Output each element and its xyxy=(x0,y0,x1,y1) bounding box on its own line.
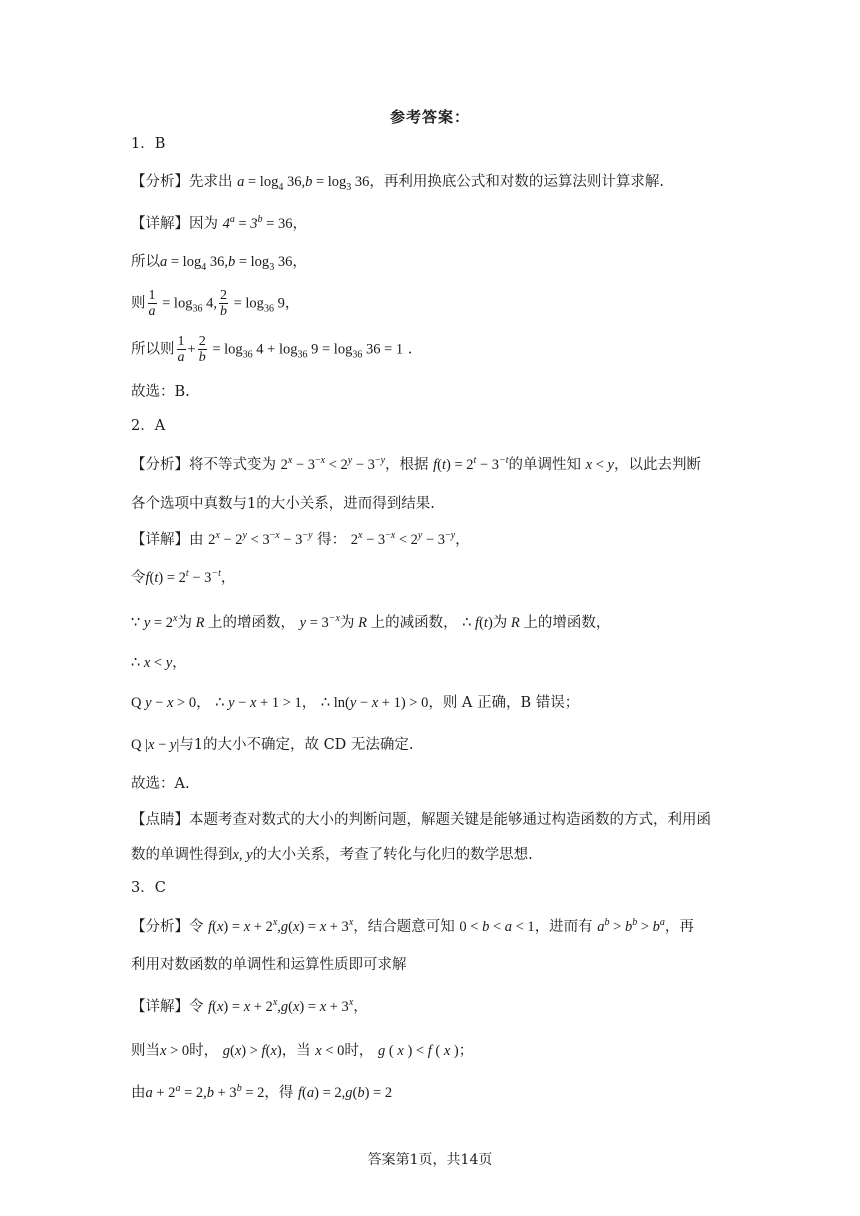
q2-comment-cont: 数的单调性得到x, y的大小关系，考查了转化与化归的数学思想. xyxy=(131,847,533,863)
q3-detail: 【详解】令 $f(x) = x + 2^x,g(x) = x + 3^x$， xyxy=(131,997,368,1015)
q2-detail: 【详解】由 $2^x - 2^y < 3^{-x} - 3^{-y}$ 得： $2^x - 3^{-x} < 2^y - 3^{-y}$， xyxy=(131,530,470,548)
q1-line3: 则 $\frac{1}{a}$ = $\log_{36} 4$, $\frac{2}{b}$ = $\log_{36} 9$， xyxy=(131,288,300,319)
q3-analysis: 【分析】令 $f(x) = x + 2^x,g(x) = x + 3^x$，结合题意可知 0 < b < a < 1，进而有 $a^b > b^b > b^a$，再 xyxy=(131,917,694,935)
q1-line4: 所以则 $\frac{1}{a}$ + $\frac{2}{b}$ = $\log_{36} 4 + \log_{36} 9 = \log_{36} 36 = 1$ . xyxy=(131,334,413,365)
q2-analysis: 【分析】将不等式变为 $2^x - 3^{-x} < 2^y - 3^{-y}$，根据 $f(t) = 2^t - 3^{-t}$的单调性知 x < y，以此去判断 xyxy=(131,455,701,473)
q2-abs-line: Q |x − y|与1的大小不确定，故 CD 无法确定. xyxy=(131,737,414,753)
q3-number: 3．C xyxy=(131,880,166,896)
q3-then: 则当x > 0时， g(x) > f(x)，当 x < 0时， g ( x ) < f ( x )； xyxy=(131,1043,474,1059)
q1-number: 1．B xyxy=(131,136,166,152)
page-title: 参考答案： xyxy=(389,108,470,126)
q2-let: 令$f(t) = 2^t - 3^{-t}$， xyxy=(131,568,236,586)
q1-analysis: 【分析】先求出 $a = \log_4 36,b = \log_3 36$，再利用换底公式和对数的运算法则计算求解. xyxy=(131,174,665,193)
q2-answer: 故选：A. xyxy=(131,776,190,792)
q1-line2: 所以$a = \log_4 36,b = \log_3 36$， xyxy=(131,254,307,273)
q2-comment: 【点睛】本题考查对数式的大小的判断问题，解题关键是能够通过构造函数的方式，利用函 xyxy=(131,812,711,828)
q1-detail: 【详解】因为 $4^a = 3^b = 36$， xyxy=(131,214,307,232)
q2-because: ∵ $y = 2^x$为 R 上的增函数， $y = 3^{-x}$为 R 上的减函数， ∴ f(t)为 R 上的增函数， xyxy=(131,613,611,631)
q2-ln-line: Q y − x > 0， ∴ y − x + 1 > 1， ∴ ln(y − x + 1) > 0，则 A 正确，B 错误； xyxy=(131,695,580,711)
q1-analysis-formula: $a = \log_4 36,b = \log_3 36$ xyxy=(237,174,370,193)
q2-therefore: ∴ x < y， xyxy=(131,655,187,671)
q2-analysis-cont: 各个选项中真数与1的大小关系，进而得到结果. xyxy=(131,496,435,512)
q3-analysis-cont: 利用对数函数的单调性和运算性质即可求解 xyxy=(131,957,407,973)
q1-answer: 故选：B. xyxy=(131,384,190,400)
q3-from: 由$a + 2^a = 2,b + 3^b = 2$，得 f(a) = 2,g(b) = 2 xyxy=(131,1083,393,1101)
page-footer: 答案第1页，共14页 xyxy=(367,1152,493,1168)
q2-number: 2．A xyxy=(131,418,166,434)
